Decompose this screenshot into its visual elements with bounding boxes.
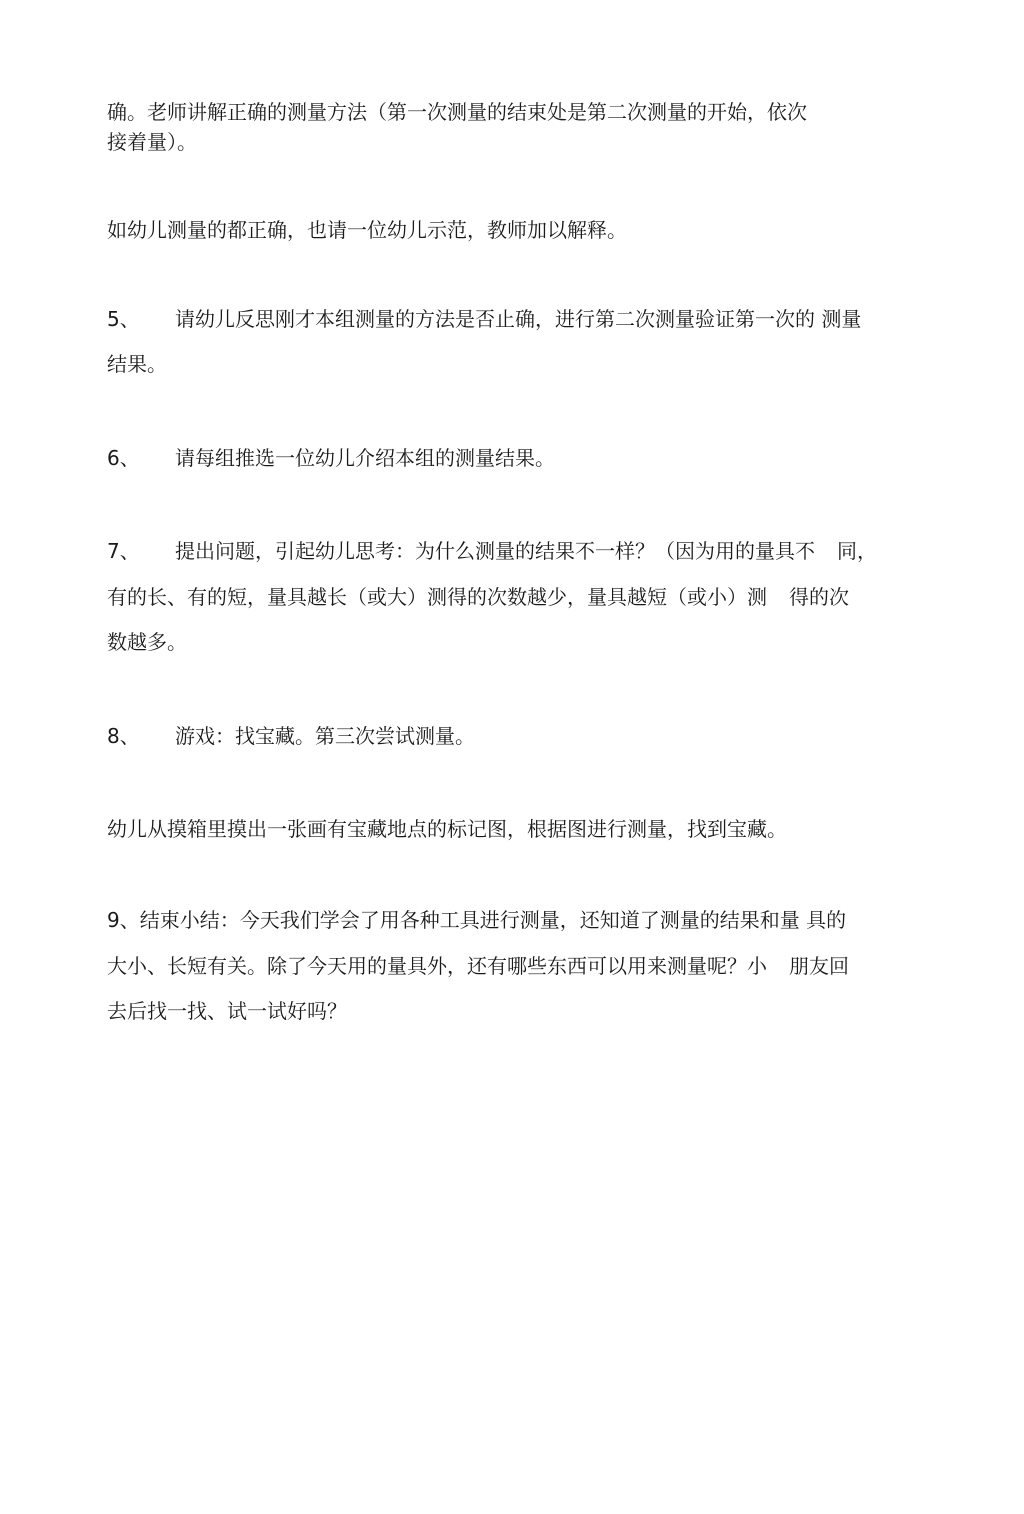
item-5-text: 请幼儿反思刚才本组测量的方法是否止确，进行第二次测量验证第一次的 测量: [175, 307, 862, 331]
item-8-text: 游戏：找宝藏。第三次尝试测量。: [175, 724, 475, 748]
item-7-number: 7、: [107, 539, 140, 563]
item-6-number: 6、: [107, 446, 140, 470]
item-8-line-1: [107, 723, 475, 749]
item-7-text-b: 同，: [837, 539, 877, 563]
item-5-number: 5、: [107, 307, 140, 331]
paragraph-1-line-1: 确。老师讲解正确的测量方法（第一次测量的结束处是第二次测量的开始，依次: [107, 100, 807, 124]
paragraph-1-line-2: 接着量）。: [107, 130, 197, 154]
item-7-line-2-a: 有的长、有的短，量具越长（或大）测得的次数越少，量具越短（或小）测: [107, 585, 767, 609]
item-9-line-2-b: 朋友回: [789, 954, 849, 978]
item-6-text: 请每组推选一位幼儿介绍本组的测量结果。: [175, 446, 555, 470]
item-7-line-2: [107, 584, 849, 610]
item-5-line-1: [107, 306, 861, 332]
item-6-line-1: [107, 445, 555, 471]
paragraph-3-line-1: 幼儿从摸箱里摸出一张画有宝藏地点的标记图，根据图进行测量，找到宝藏。: [107, 817, 787, 841]
item-7-line-1: [107, 538, 877, 564]
item-9-line-1: 9、结束小结：今天我们学会了用各种工具进行测量，还知道了测量的结果和量 具的: [107, 908, 847, 932]
item-9-line-2: [107, 953, 849, 979]
item-9-line-2-a: 大小、长短有关。除了今天用的量具外，还有哪些东西可以用来测量呢？小: [107, 954, 767, 978]
paragraph-2-line-1: 如幼儿测量的都正确，也请一位幼儿示范，教师加以解释。: [107, 218, 627, 242]
item-7-line-2-b: 得的次: [789, 585, 849, 609]
item-7-text-a: 提出问题，引起幼儿思考：为什么测量的结果不一样？（因为用的量具不: [175, 539, 815, 563]
item-7-line-3: 数越多。: [107, 630, 187, 654]
item-8-number: 8、: [107, 724, 140, 748]
item-9-line-3: 去后找一找、试一试好吗？: [107, 999, 347, 1023]
item-5-line-2: 结果。: [107, 352, 167, 376]
